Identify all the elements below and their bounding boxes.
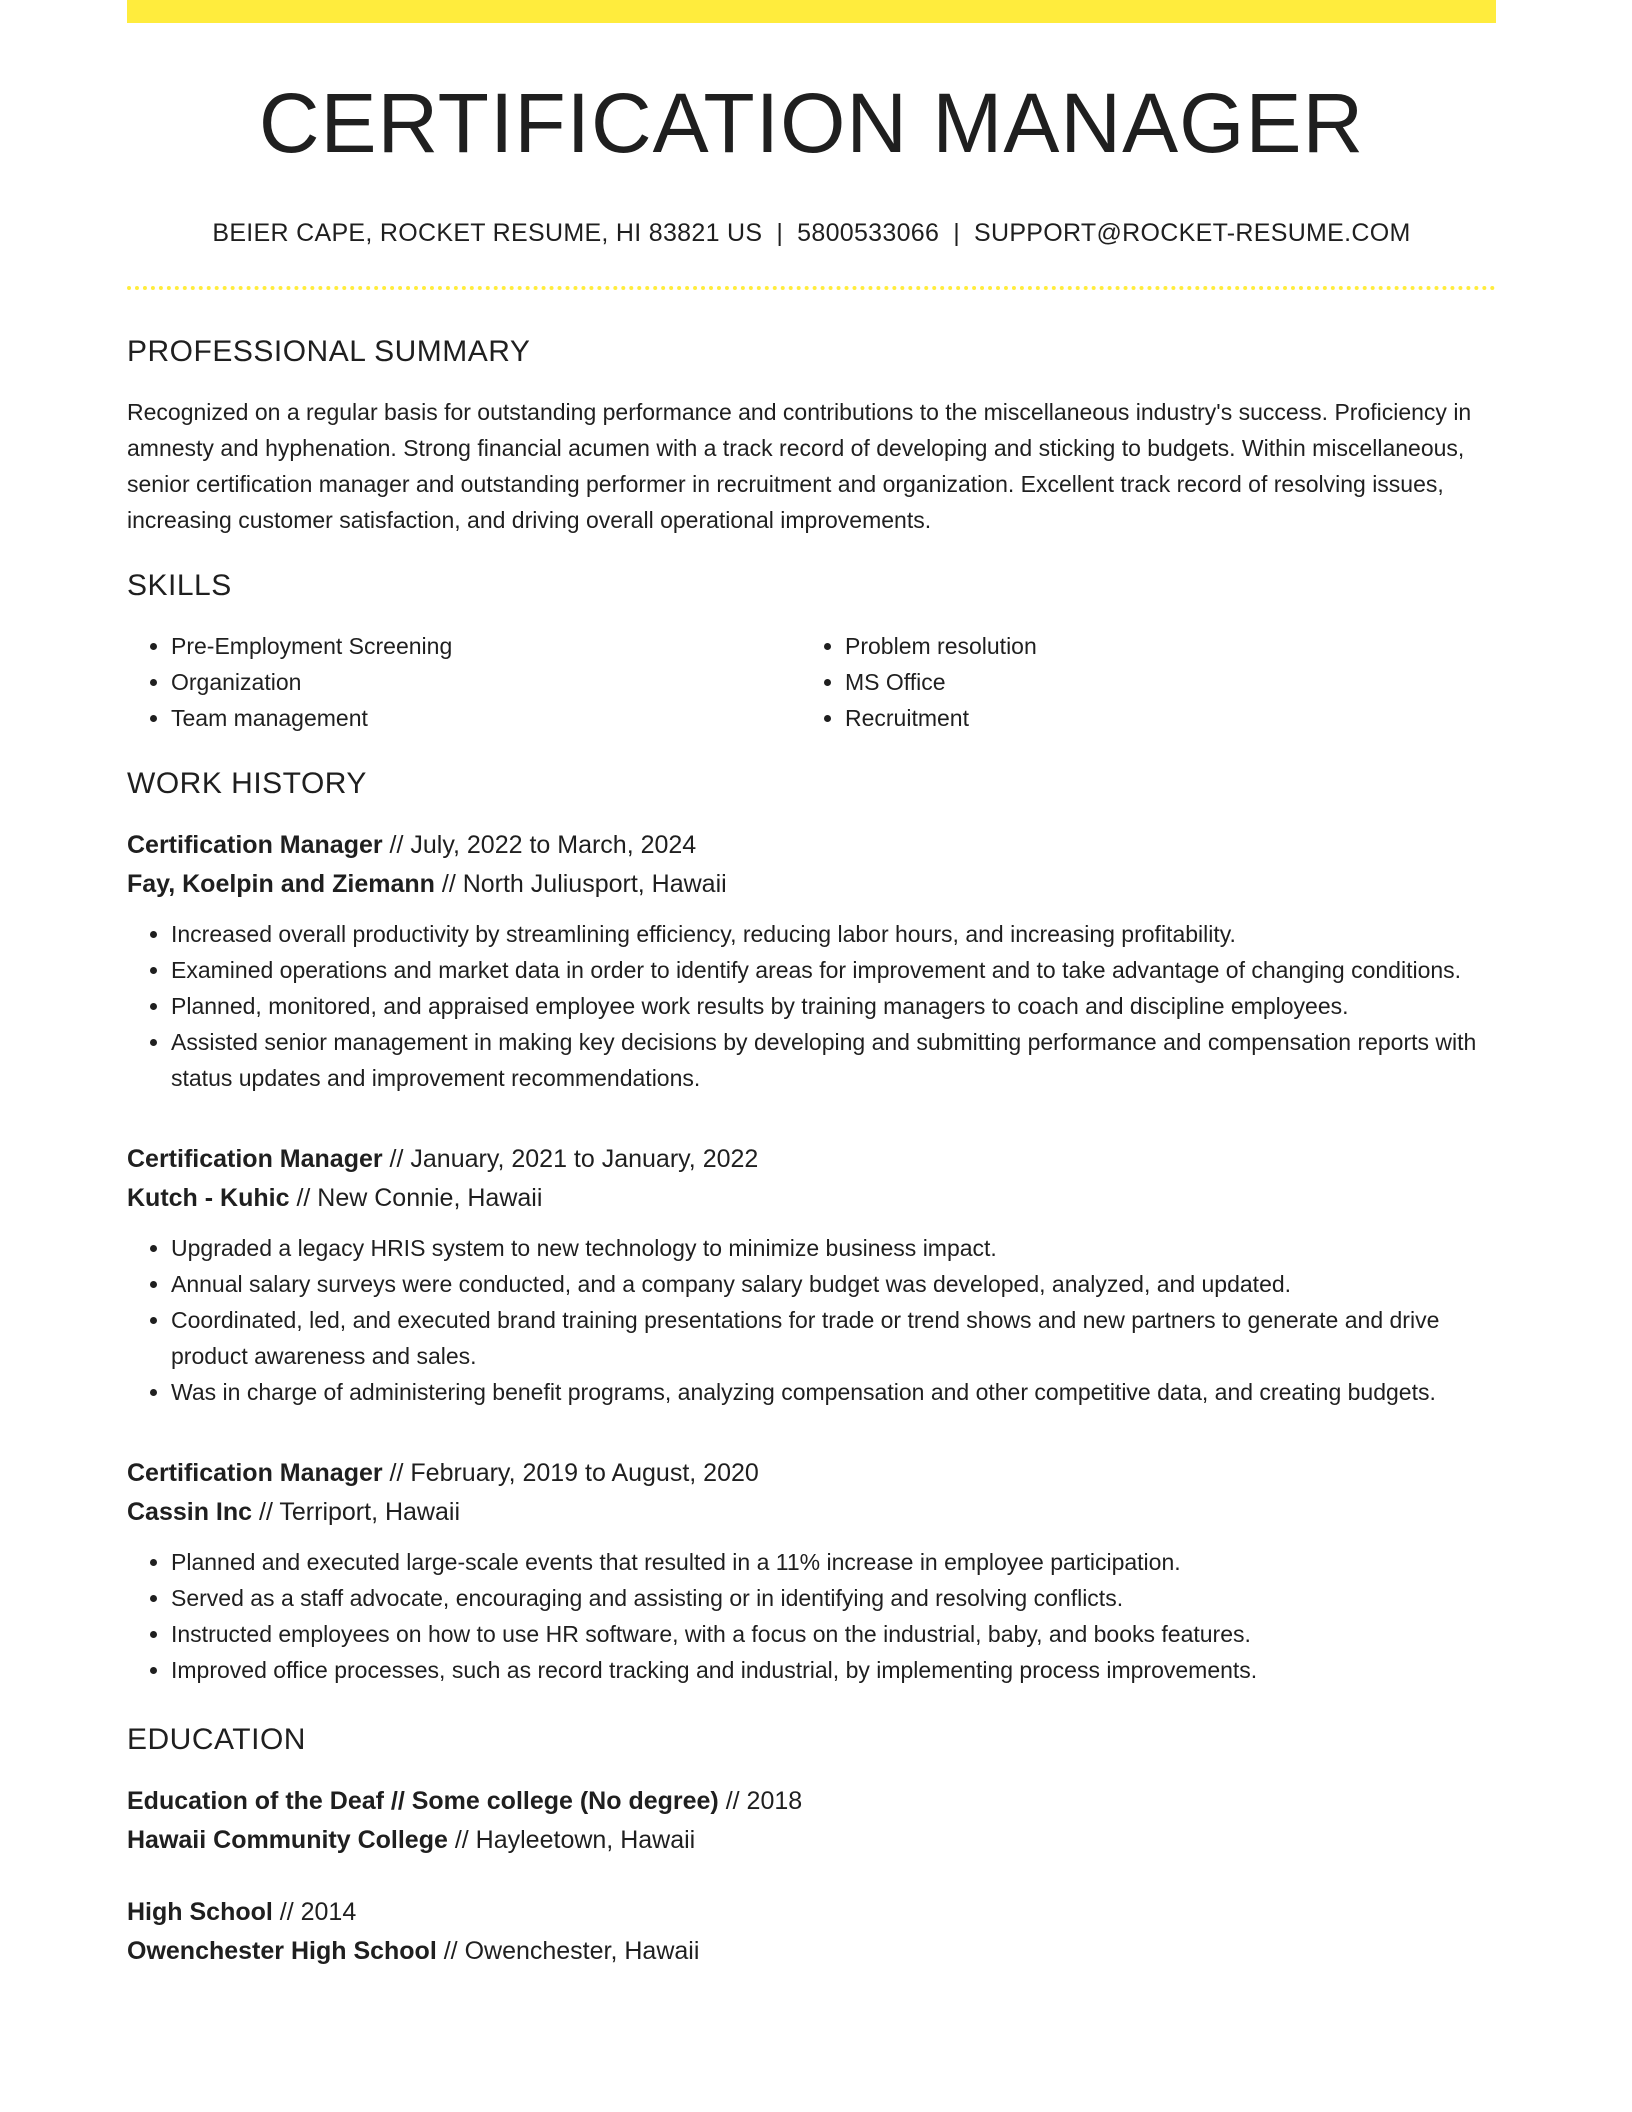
education-location: // Hayleetown, Hawaii <box>447 1826 696 1854</box>
summary-text: Recognized on a regular basis for outstanding performance and contributions to the miscellaneous industry's success. Proficiency in amnesty and hyphenation. Strong financial acumen with a track record of developing and sticking to budgets. Within miscellaneous, senior certification manager and outstanding performer in recruitment and organization. Excellent track record of resolving issues, increasing customer satisfaction, and driving overall operational improvements. <box>127 399 1472 533</box>
job-entry <box>127 1140 1496 1410</box>
education-degree-line <box>127 1782 1496 1821</box>
job-location: // Terriport, Hawaii <box>252 1498 460 1526</box>
job-bullet: • Instructed employees on how to use HR software, with a focus on the industrial, baby, and books features. <box>171 1616 1496 1652</box>
job-company: Kutch - Kuhic <box>127 1184 290 1212</box>
education-degree-line <box>127 1893 1496 1932</box>
skill-item: • Organization <box>171 664 801 700</box>
education-year: // 2018 <box>718 1787 803 1815</box>
job-location: // New Connie, Hawaii <box>289 1184 543 1212</box>
education-heading: EDUCATION <box>127 1723 306 1756</box>
skill-item: • Pre-Employment Screening <box>171 628 801 664</box>
education-year: // 2014 <box>272 1898 357 1926</box>
job-role: Certification Manager <box>127 831 383 859</box>
job-role: Certification Manager <box>127 1459 383 1487</box>
job-bullet: • Was in charge of administering benefit programs, analyzing compensation and other competitive data, and creating budgets. <box>171 1374 1496 1410</box>
job-title-line <box>127 1140 1496 1179</box>
job-bullets <box>127 1544 1496 1688</box>
job-bullet: • Annual salary surveys were conducted, and a company salary budget was developed, analyzed, and updated. <box>171 1266 1496 1302</box>
job-dates: // February, 2019 to August, 2020 <box>382 1459 759 1487</box>
job-bullet: • Planned, monitored, and appraised employee work results by training managers to coach and discipline employees. <box>171 988 1496 1024</box>
job-bullet: • Improved office processes, such as record tracking and industrial, by implementing process improvements. <box>171 1652 1496 1688</box>
summary-heading: PROFESSIONAL SUMMARY <box>127 335 531 368</box>
skills-heading: SKILLS <box>127 569 232 602</box>
skill-item: • MS Office <box>845 664 1475 700</box>
skills-list <box>127 628 1496 736</box>
education-entry <box>127 1782 1496 1860</box>
education-degree: High School <box>127 1898 273 1926</box>
education-school-line <box>127 1932 1496 1971</box>
header-divider <box>127 286 1496 290</box>
skills-column-left <box>127 628 801 736</box>
job-company: Fay, Koelpin and Ziemann <box>127 870 435 898</box>
contact-address: BEIER CAPE, ROCKET RESUME, HI 83821 US <box>212 219 763 247</box>
job-bullets <box>127 1230 1496 1410</box>
resume-name: CERTIFICATION MANAGER <box>258 76 1365 170</box>
job-company-line <box>127 1493 1496 1532</box>
job-bullet: • Coordinated, led, and executed brand training presentations for trade or trend shows and new partners to generate and drive product awareness and sales. <box>171 1302 1496 1374</box>
skill-item: • Recruitment <box>845 700 1475 736</box>
job-title-line <box>127 826 1496 865</box>
contact-line <box>127 219 1496 248</box>
job-dates: // July, 2022 to March, 2024 <box>382 831 697 859</box>
job-entry <box>127 826 1496 1096</box>
job-company-line <box>127 1179 1496 1218</box>
job-bullet: • Assisted senior management in making key decisions by developing and submitting performance and compensation reports with status updates and improvement recommendations. <box>171 1024 1496 1096</box>
skill-item: • Team management <box>171 700 801 736</box>
job-bullet: • Examined operations and market data in order to identify areas for improvement and to take advantage of changing conditions. <box>171 952 1496 988</box>
skill-item: • Problem resolution <box>845 628 1475 664</box>
education-degree: Education of the Deaf // Some college (No degree) <box>127 1787 719 1815</box>
top-accent-bar <box>127 0 1496 23</box>
job-bullet: • Served as a staff advocate, encouraging and assisting or in identifying and resolving conflicts. <box>171 1580 1496 1616</box>
education-location: // Owenchester, Hawaii <box>436 1937 700 1965</box>
contact-separator: | <box>953 219 960 247</box>
resume-page <box>127 0 1496 1971</box>
skills-column-right <box>801 628 1475 736</box>
job-role: Certification Manager <box>127 1145 383 1173</box>
job-dates: // January, 2021 to January, 2022 <box>382 1145 759 1173</box>
education-school: Hawaii Community College <box>127 1826 448 1854</box>
job-company: Cassin Inc <box>127 1498 253 1526</box>
job-bullet: • Increased overall productivity by streamlining efficiency, reducing labor hours, and increasing profitability. <box>171 916 1496 952</box>
job-company-line <box>127 865 1496 904</box>
education-school-line <box>127 1821 1496 1860</box>
contact-separator: | <box>776 219 784 247</box>
education-school: Owenchester High School <box>127 1937 437 1965</box>
contact-email: SUPPORT@ROCKET-RESUME.COM <box>974 219 1411 247</box>
job-bullet: • Upgraded a legacy HRIS system to new technology to minimize business impact. <box>171 1230 1496 1266</box>
job-title-line <box>127 1454 1496 1493</box>
contact-phone: 5800533066 <box>797 219 940 247</box>
education-entry <box>127 1893 1496 1971</box>
job-bullets <box>127 916 1496 1096</box>
job-bullet: • Planned and executed large-scale events that resulted in a 11% increase in employee participation. <box>171 1544 1496 1580</box>
work-history-heading: WORK HISTORY <box>127 767 367 800</box>
job-entry <box>127 1454 1496 1688</box>
job-location: // North Juliusport, Hawaii <box>434 870 727 898</box>
